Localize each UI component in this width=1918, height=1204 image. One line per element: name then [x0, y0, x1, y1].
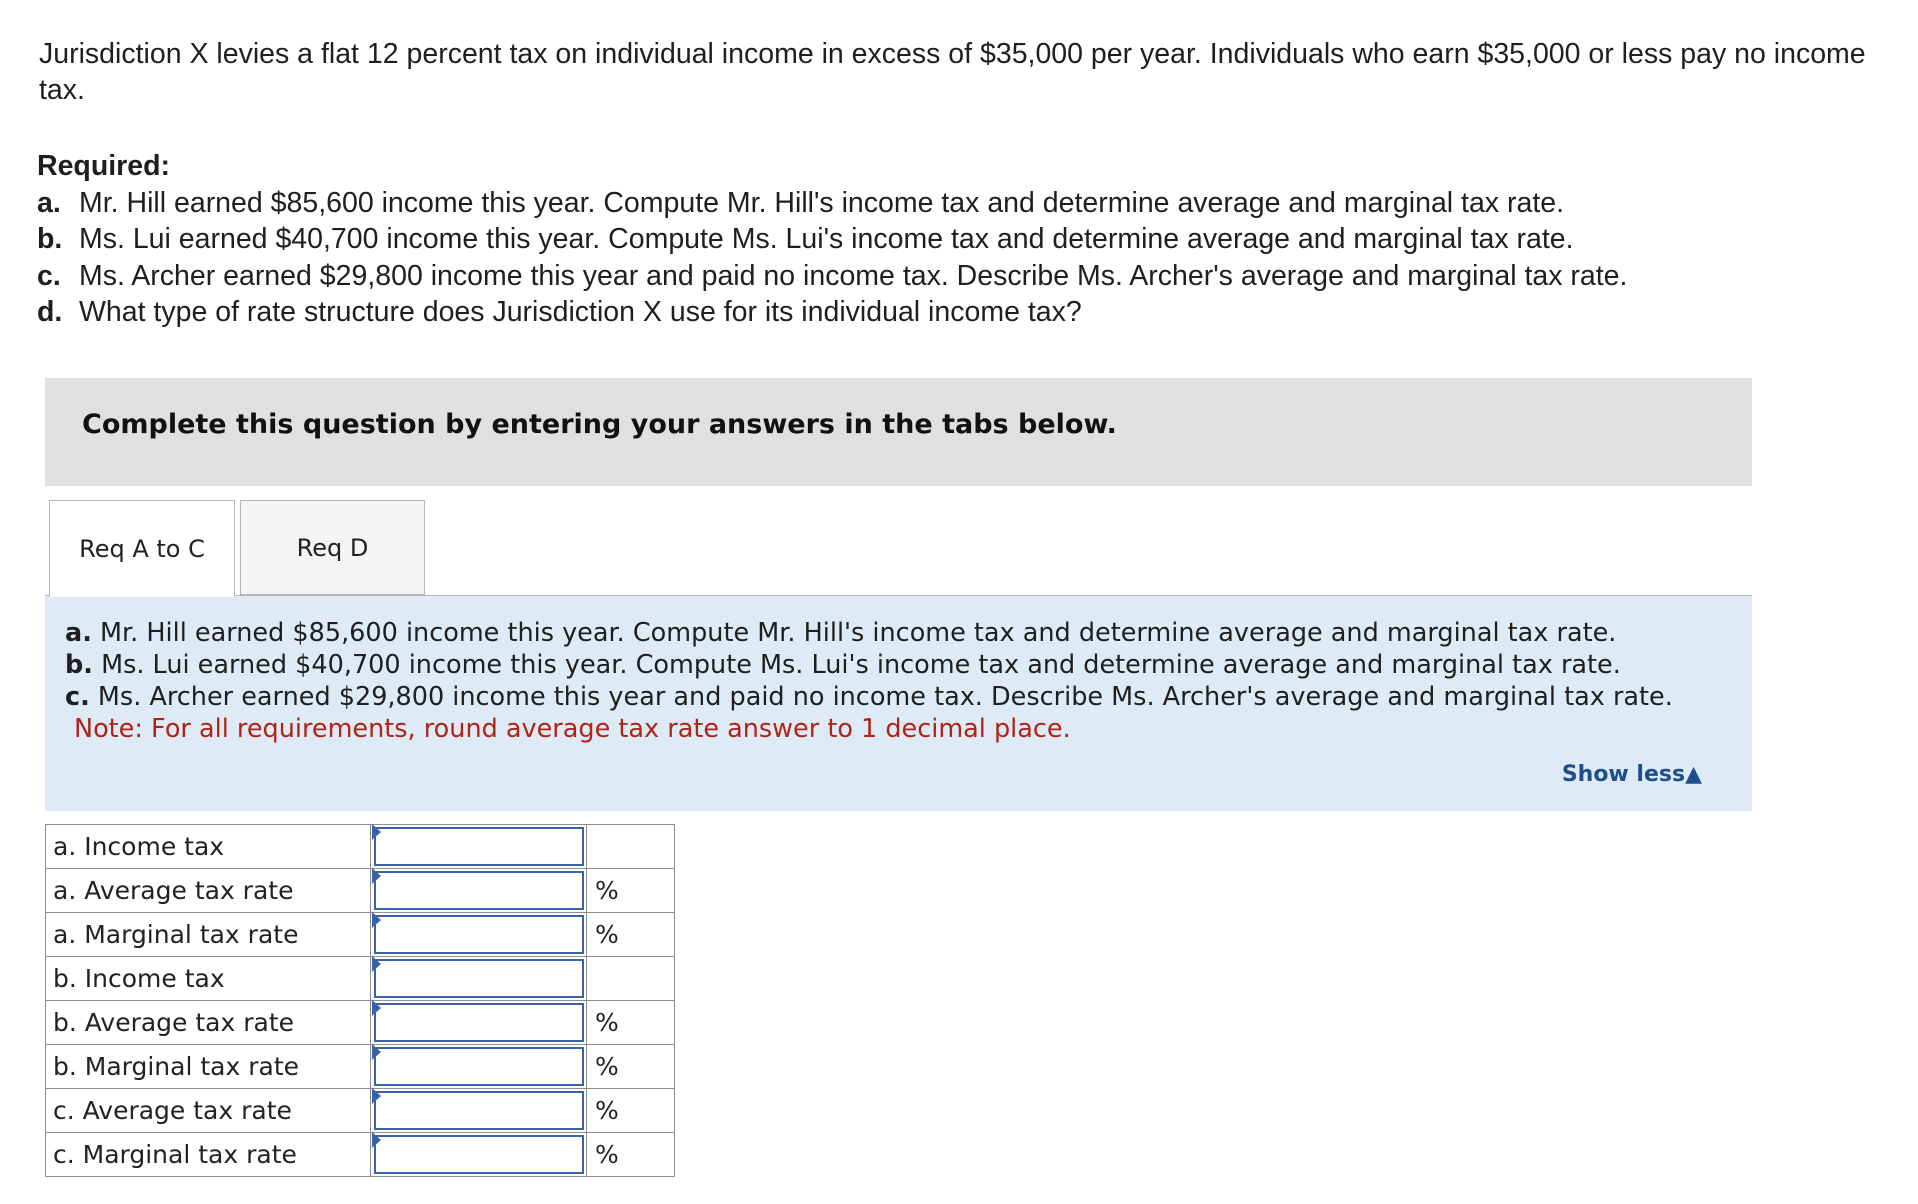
- required-item-a: [37, 185, 1907, 222]
- answer-unit: %: [587, 1133, 675, 1177]
- answer-input-cell: [371, 1045, 587, 1089]
- answer-input-cell: [371, 957, 587, 1001]
- answer-row-label: b. Marginal tax rate: [46, 1045, 371, 1089]
- panel-line-letter: b.: [65, 650, 93, 680]
- answer-input[interactable]: [374, 1047, 584, 1086]
- answer-input-cell: [371, 913, 587, 957]
- required-item-text: Mr. Hill earned $85,600 income this year. Compute Mr. Hill's income tax and determine average and marginal tax rate.: [79, 186, 1565, 219]
- panel-line-c: [65, 681, 1673, 713]
- answer-row: [46, 1089, 675, 1133]
- required-item-letter: d.: [37, 296, 63, 328]
- answer-input[interactable]: [374, 1135, 584, 1174]
- answer-unit: %: [587, 869, 675, 913]
- panel-line-letter: c.: [65, 682, 90, 712]
- answer-unit: %: [587, 913, 675, 957]
- answer-unit: %: [587, 1001, 675, 1045]
- instruction-banner: [45, 378, 1752, 486]
- answer-unit: %: [587, 1045, 675, 1089]
- answer-input[interactable]: [374, 1003, 584, 1042]
- answer-row: [46, 957, 675, 1001]
- question-panel: [45, 595, 1752, 811]
- answer-unit: [587, 957, 675, 1001]
- banner-text: Complete this question by entering your answers in the tabs below.: [82, 409, 1117, 440]
- required-item-text: Ms. Lui earned $40,700 income this year. Compute Ms. Lui's income tax and determine average and marginal tax rate.: [79, 223, 1574, 255]
- triangle-up-icon: ▲: [1685, 762, 1702, 787]
- answer-input-cell: [371, 825, 587, 869]
- answer-row: [46, 1045, 675, 1089]
- answer-row-label: b. Income tax: [46, 957, 371, 1001]
- required-item-text: Ms. Archer earned $29,800 income this year and paid no income tax. Describe Ms. Archer's average and marginal tax rate.: [79, 259, 1628, 292]
- required-item-d: [37, 294, 1907, 331]
- answer-input-cell: [371, 869, 587, 913]
- rounding-note: Note: For all requirements, round average tax rate answer to 1 decimal place.: [74, 714, 1071, 744]
- answer-input[interactable]: [374, 827, 584, 866]
- input-marker-icon: [372, 1088, 381, 1104]
- show-less-link[interactable]: [1562, 762, 1702, 787]
- answer-input[interactable]: [374, 959, 584, 998]
- answer-row-label: a. Average tax rate: [46, 869, 371, 913]
- answer-row-label: a. Marginal tax rate: [46, 913, 371, 957]
- required-item-text: What type of rate structure does Jurisdiction X use for its individual income tax?: [79, 296, 1082, 328]
- intro-text: Jurisdiction X levies a flat 12 percent tax on individual income in excess of $35,000 per year. Individuals who earn $35,000 or less pay no income tax.: [39, 38, 1866, 106]
- answer-unit: [587, 825, 675, 869]
- show-less-label: Show less: [1561, 762, 1686, 787]
- answer-input[interactable]: [374, 1091, 584, 1130]
- answer-row: [46, 1133, 675, 1177]
- answer-row: [46, 913, 675, 957]
- answer-row: [46, 1001, 675, 1045]
- required-item-letter: b.: [37, 223, 63, 255]
- answer-row-label: a. Income tax: [46, 825, 371, 869]
- required-item-c: [37, 258, 1907, 295]
- answer-input[interactable]: [374, 915, 584, 954]
- input-marker-icon: [372, 956, 381, 972]
- answer-unit: %: [587, 1089, 675, 1133]
- required-section: [37, 148, 1907, 331]
- answer-row-label: c. Marginal tax rate: [46, 1133, 371, 1177]
- input-marker-icon: [372, 1000, 381, 1016]
- input-marker-icon: [372, 912, 381, 928]
- required-item-letter: a.: [37, 186, 61, 219]
- input-marker-icon: [372, 868, 381, 884]
- answer-input-cell: [371, 1001, 587, 1045]
- required-heading: Required:: [37, 150, 171, 182]
- panel-line-b: [65, 649, 1673, 681]
- panel-line-text: Mr. Hill earned $85,600 income this year. Compute Mr. Hill's income tax and determine average and marginal tax rate.: [100, 618, 1617, 648]
- input-marker-icon: [372, 1132, 381, 1148]
- input-marker-icon: [372, 1044, 381, 1060]
- panel-line-letter: a.: [65, 618, 92, 648]
- tab-req-d[interactable]: Req D: [240, 500, 425, 595]
- panel-text: [65, 617, 1673, 745]
- answer-input-cell: [371, 1089, 587, 1133]
- tab-req-a-to-c[interactable]: Req A to C: [49, 500, 235, 597]
- answer-input-cell: [371, 1133, 587, 1177]
- answer-row-label: b. Average tax rate: [46, 1001, 371, 1045]
- input-marker-icon: [372, 824, 381, 840]
- panel-line-a: [65, 617, 1673, 649]
- answer-table: [45, 824, 675, 1177]
- answer-row: [46, 869, 675, 913]
- answer-row-label: c. Average tax rate: [46, 1089, 371, 1133]
- answer-row: [46, 825, 675, 869]
- required-item-b: [37, 221, 1907, 258]
- answer-input[interactable]: [374, 871, 584, 910]
- panel-line-text: Ms. Lui earned $40,700 income this year. Compute Ms. Lui's income tax and determine average and marginal tax rate.: [101, 650, 1621, 680]
- required-item-letter: c.: [37, 259, 61, 292]
- panel-line-text: Ms. Archer earned $29,800 income this year and paid no income tax. Describe Ms. Archer's average and marginal tax rate.: [97, 682, 1673, 712]
